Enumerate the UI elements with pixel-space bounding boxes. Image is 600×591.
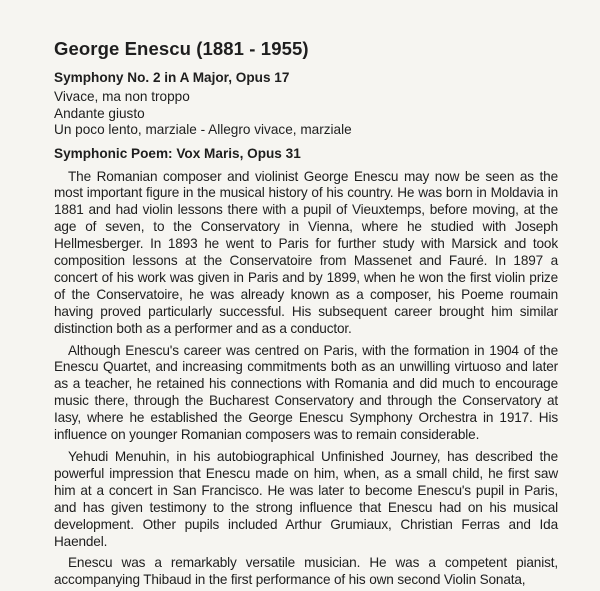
liner-notes-body [54, 169, 558, 590]
body-paragraph: Yehudi Menuhin, in his autobiographical Unfinished Journey, has described the powerful impression that Enescu made on him, when, as a small child, he first saw him at a concert in San Francisco. He was later to become Enescu's pupil in Paris, and has given testimony to the strong influence that Enescu had on his musical development. Other pupils included Arthur Grumiaux, Christian Ferras and Ida Haendel. [54, 449, 558, 549]
body-paragraph: The Romanian composer and violinist George Enescu may now be seen as the most important figure in the musical history of his country. He was born in Moldavia in 1881 and had violin lessons there with a pupil of Vieuxtemps, before moving, at the age of seven, to the Conservatory in Vienna, where he studied with Joseph Hellmesberger. In 1893 he went to Paris for further study with Marsick and took composition lessons at the Conservatoire from Massenet and Fauré. In 1897 a concert of his work was given in Paris and by 1899, when he won the first violin prize of the Conservatoire, he was already known as a composer, his Poeme roumain having proved particularly successful. His subsequent career brought him similar distinction both as a performer and as a conductor. [54, 168, 558, 336]
work-title-symphony: Symphony No. 2 in A Major, Opus 17 [54, 70, 290, 85]
composer-heading: George Enescu (1881 - 1955) [54, 38, 309, 59]
movement-item: Un poco lento, marziale - Allegro vivace, marziale [54, 122, 352, 137]
work-title-symphonic-poem: Symphonic Poem: Vox Maris, Opus 31 [54, 145, 301, 161]
movement-list [54, 89, 558, 139]
movement-item: Andante giusto [54, 105, 145, 121]
body-paragraph: Although Enescu's career was centred on Paris, with the formation in 1904 of the Enescu Quartet, and increasing commitments both as an unwilling virtuoso and later as a teacher, he retained his connections with Romania and did much to encourage music there, through the Bucharest Conservatory and through the Conservatory at Iasy, where he established the George Enescu Symphony Orchestra in 1917. His influence on younger Romanian composers was to remain considerable. [54, 342, 558, 443]
body-paragraph: Enescu was a remarkably versatile musician. He was a competent pianist, accompanying Thibaud in the first performance of his own second Violin Sonata, [54, 555, 558, 588]
movement-item: Vivace, ma non troppo [54, 89, 190, 104]
